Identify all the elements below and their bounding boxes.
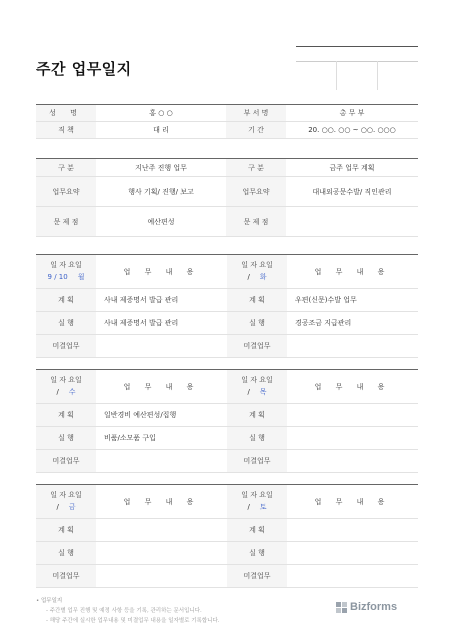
approval-column-divider [336, 61, 337, 90]
date-day-label: 일 자 요일 [50, 490, 82, 499]
summary-table [36, 158, 418, 237]
date-value[interactable]: / [247, 503, 250, 511]
name-value[interactable]: 홍 ○ ○ [96, 105, 226, 122]
execute-label: 실 행 [36, 542, 96, 565]
weekday-value: 금 [68, 503, 76, 511]
name-label: 성 명 [36, 105, 96, 122]
summary-label: 업무요약 [226, 177, 286, 207]
wed-plan[interactable]: 일반경비 예산편성/집행 [96, 404, 227, 427]
day-block-mon-tue [36, 254, 418, 358]
issue-label: 문 제 점 [36, 207, 96, 237]
execute-label: 실 행 [227, 542, 287, 565]
unfinished-label: 미결업무 [227, 565, 287, 588]
content-header: 업 무 내 용 [96, 370, 227, 404]
unfinished-label: 미결업무 [227, 450, 287, 473]
execute-label: 실 행 [36, 312, 96, 335]
footer-bullet: • 업무일지 [36, 598, 63, 604]
footer-note: - 주간별 업무 진행 및 예정 사항 등을 기록, 관리하는 문서입니다. [46, 608, 202, 614]
fri-plan[interactable] [96, 519, 227, 542]
sat-execute[interactable] [287, 542, 418, 565]
weekday-value: 화 [259, 273, 267, 281]
unfinished-label: 미결업무 [36, 335, 96, 358]
unfinished-label: 미결업무 [227, 335, 287, 358]
tue-unfinished[interactable] [287, 335, 418, 358]
sat-unfinished[interactable] [287, 565, 418, 588]
mon-unfinished[interactable] [96, 335, 227, 358]
tue-execute[interactable]: 경공조금 지급관리 [287, 312, 418, 335]
content-header: 업 무 내 용 [287, 370, 418, 404]
date-value[interactable]: / [247, 388, 250, 396]
last-week-summary[interactable]: 행사 기획/ 진행/ 보고 [96, 177, 226, 207]
content-header: 업 무 내 용 [96, 255, 227, 289]
issue-label: 문 제 점 [226, 207, 286, 237]
date-value[interactable]: / [247, 273, 250, 281]
this-week-issue[interactable] [286, 207, 418, 237]
last-week-header: 지난주 진행 업무 [96, 159, 226, 177]
period-label: 기 간 [226, 122, 286, 139]
day-block-wed-thu [36, 369, 418, 473]
mon-execute[interactable]: 사내 제증명서 발급 관리 [96, 312, 227, 335]
date-day-label: 일 자 요일 [241, 375, 273, 384]
brand-mark-icon [336, 602, 347, 613]
date-value[interactable]: 9 / 10 [47, 273, 68, 281]
date-day-label: 일 자 요일 [241, 260, 273, 269]
last-week-issue[interactable]: 예산편성 [96, 207, 226, 237]
dept-label: 부 서 명 [226, 105, 286, 122]
brand-name: Bizforms [350, 601, 398, 613]
content-header: 업 무 내 용 [96, 485, 227, 519]
plan-label: 계 획 [36, 519, 96, 542]
approval-row-divider [296, 61, 418, 62]
plan-label: 계 획 [36, 289, 96, 312]
thu-unfinished[interactable] [287, 450, 418, 473]
page-title: 주간 업무일지 [36, 60, 132, 78]
execute-label: 실 행 [36, 427, 96, 450]
division-label: 구 분 [226, 159, 286, 177]
weekday-value: 토 [259, 503, 267, 511]
day-block-fri-sat [36, 484, 418, 588]
plan-label: 계 획 [227, 404, 287, 427]
sat-plan[interactable] [287, 519, 418, 542]
date-day-label: 일 자 요일 [241, 490, 273, 499]
date-value[interactable]: / [56, 388, 59, 396]
position-label: 직 책 [36, 122, 96, 139]
info-table [36, 104, 418, 139]
unfinished-label: 미결업무 [36, 565, 96, 588]
weekday-value: 목 [259, 388, 267, 396]
wed-execute[interactable]: 비품/소모품 구입 [96, 427, 227, 450]
thu-execute[interactable] [287, 427, 418, 450]
plan-label: 계 획 [36, 404, 96, 427]
date-value[interactable]: / [56, 503, 59, 511]
unfinished-label: 미결업무 [36, 450, 96, 473]
day-header-fri [36, 485, 96, 519]
day-header-wed [36, 370, 96, 404]
day-header-mon [36, 255, 96, 289]
mon-plan[interactable]: 사내 제증명서 발급 관리 [96, 289, 227, 312]
approval-box [296, 46, 418, 90]
this-week-header: 금주 업무 계획 [286, 159, 418, 177]
wed-unfinished[interactable] [96, 450, 227, 473]
tue-plan[interactable]: 우편(신문)수발 업무 [287, 289, 418, 312]
dept-value[interactable]: 총 무 부 [286, 105, 418, 122]
weekday-value: 수 [68, 388, 76, 396]
date-day-label: 일 자 요일 [50, 260, 82, 269]
plan-label: 계 획 [227, 519, 287, 542]
this-week-summary[interactable]: 대내외공문수발/ 직인관리 [286, 177, 418, 207]
content-header: 업 무 내 용 [287, 485, 418, 519]
weekday-value: 월 [77, 273, 85, 281]
day-header-tue [227, 255, 287, 289]
footer-note: - 해당 주간에 실시한 업무내용 및 미결업무 내용을 일자별로 기록합니다. [46, 618, 220, 624]
content-header: 업 무 내 용 [287, 255, 418, 289]
plan-label: 계 획 [227, 289, 287, 312]
fri-unfinished[interactable] [96, 565, 227, 588]
position-value[interactable]: 대 리 [96, 122, 226, 139]
day-header-sat [227, 485, 287, 519]
thu-plan[interactable] [287, 404, 418, 427]
fri-execute[interactable] [96, 542, 227, 565]
date-day-label: 일 자 요일 [50, 375, 82, 384]
summary-label: 업무요약 [36, 177, 96, 207]
division-label: 구 분 [36, 159, 96, 177]
brand-logo [336, 601, 397, 613]
day-header-thu [227, 370, 287, 404]
period-value[interactable]: 20. ○○. ○○ ~ ○○. ○○○ [286, 122, 418, 139]
approval-column-divider [377, 61, 378, 90]
execute-label: 실 행 [227, 312, 287, 335]
execute-label: 실 행 [227, 427, 287, 450]
